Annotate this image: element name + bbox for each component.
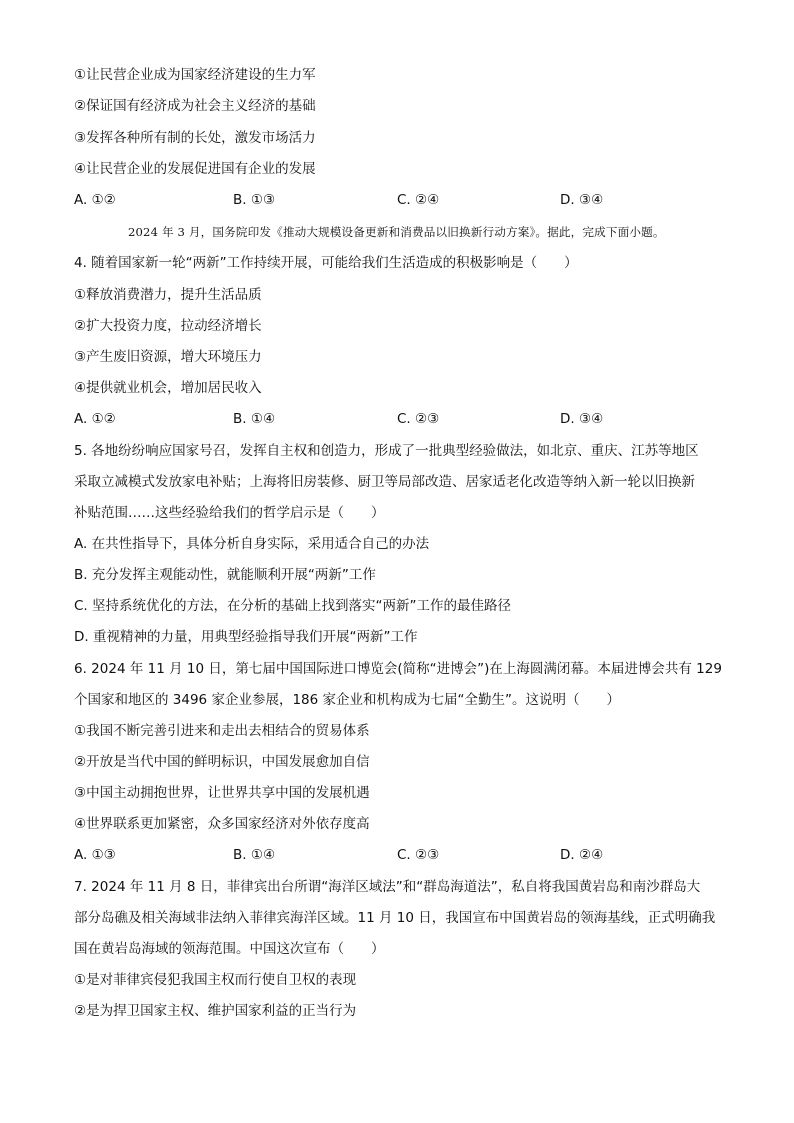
q3-choice-b: B. ①③: [233, 192, 276, 208]
q4-option-4: ④提供就业机会，增加居民收入: [74, 380, 262, 396]
q5-option-d: D. 重视精神的力量，用典型经验指导我们开展“两新”工作: [74, 629, 418, 645]
q5-stem-line-2: 采取立减模式发放家电补贴；上海将旧房装修、厨卫等局部改造、居家适老化改造等纳入新一轮以旧换新: [74, 474, 695, 490]
q6-choice-a: A. ①③: [74, 847, 116, 863]
q3-choice-c: C. ②④: [397, 192, 440, 208]
q6-choice-c: C. ②③: [397, 847, 440, 863]
q6-option-1: ①我国不断完善引进来和走出去相结合的贸易体系: [74, 723, 370, 739]
q4-choice-c: C. ②③: [397, 411, 440, 427]
q6-option-3: ③中国主动拥抱世界，让世界共享中国的发展机遇: [74, 785, 370, 801]
q6-stem-line-1: 6. 2024 年 11 月 10 日，第七届中国国际进口博览会(简称“进博会”)在上海圆满闭幕。本届进博会共有 129: [74, 661, 722, 677]
q7-stem-line-3: 国在黄岩岛海域的领海范围。中国这次宣布（ ）: [74, 941, 385, 957]
material-intro: 2024 年 3 月，国务院印发《推动大规模设备更新和消费品以旧换新行动方案》。据此，完成下面小题。: [128, 225, 665, 239]
q4-option-2: ②扩大投资力度，拉动经济增长: [74, 318, 262, 334]
q4-choice-b: B. ①④: [233, 411, 276, 427]
q5-stem-line-3: 补贴范围……这些经验给我们的哲学启示是（ ）: [74, 505, 385, 521]
q3-choice-d: D. ③④: [560, 192, 604, 208]
q5-option-b: B. 充分发挥主观能动性，就能顺利开展“两新”工作: [74, 567, 376, 583]
q6-stem-line-2: 个国家和地区的 3496 家企业参展，186 家企业和机构成为七届“全勤生”。这说明（ ）: [74, 692, 620, 708]
q3-option-1: ①让民营企业成为国家经济建设的生力军: [74, 67, 316, 83]
q6-answer-choices: [74, 846, 734, 864]
q3-choice-a: A. ①②: [74, 192, 116, 208]
q7-stem-line-2: 部分岛礁及相关海域非法纳入菲律宾海洋区域。11 月 10 日，我国宣布中国黄岩岛的领海基线，正式明确我: [74, 910, 716, 926]
q3-answer-choices: [74, 191, 734, 209]
q4-answer-choices: [74, 410, 734, 428]
q4-choice-a: A. ①②: [74, 411, 116, 427]
q7-option-1: ①是对菲律宾侵犯我国主权而行使自卫权的表现: [74, 972, 357, 988]
q6-option-2: ②开放是当代中国的鲜明标识，中国发展愈加自信: [74, 754, 370, 770]
q3-option-3: ③发挥各种所有制的长处，激发市场活力: [74, 130, 316, 146]
q5-stem-line-1: 5. 各地纷纷响应国家号召，发挥自主权和创造力，形成了一批典型经验做法，如北京、重庆、江苏等地区: [74, 443, 699, 459]
q6-option-4: ④世界联系更加紧密，众多国家经济对外依存度高: [74, 816, 370, 832]
q5-option-c: C. 坚持系统优化的方法，在分析的基础上找到落实“两新”工作的最佳路径: [74, 598, 511, 614]
q4-stem: 4. 随着国家新一轮“两新”工作持续开展，可能给我们生活造成的积极影响是（ ）: [74, 255, 578, 271]
q7-stem-line-1: 7. 2024 年 11 月 8 日，菲律宾出台所谓“海洋区域法”和“群岛海道法”，私自将我国黄岩岛和南沙群岛大: [74, 879, 701, 895]
q4-choice-d: D. ③④: [560, 411, 604, 427]
q5-option-a: A. 在共性指导下，具体分析自身实际，采用适合自己的办法: [74, 536, 430, 552]
q4-option-3: ③产生废旧资源，增大环境压力: [74, 349, 262, 365]
q3-option-2: ②保证国有经济成为社会主义经济的基础: [74, 98, 316, 114]
q7-option-2: ②是为捍卫国家主权、维护国家利益的正当行为: [74, 1003, 357, 1019]
q4-option-1: ①释放消费潜力，提升生活品质: [74, 287, 262, 303]
q6-choice-b: B. ①④: [233, 847, 276, 863]
q3-option-4: ④让民营企业的发展促进国有企业的发展: [74, 161, 316, 177]
q6-choice-d: D. ②④: [560, 847, 604, 863]
